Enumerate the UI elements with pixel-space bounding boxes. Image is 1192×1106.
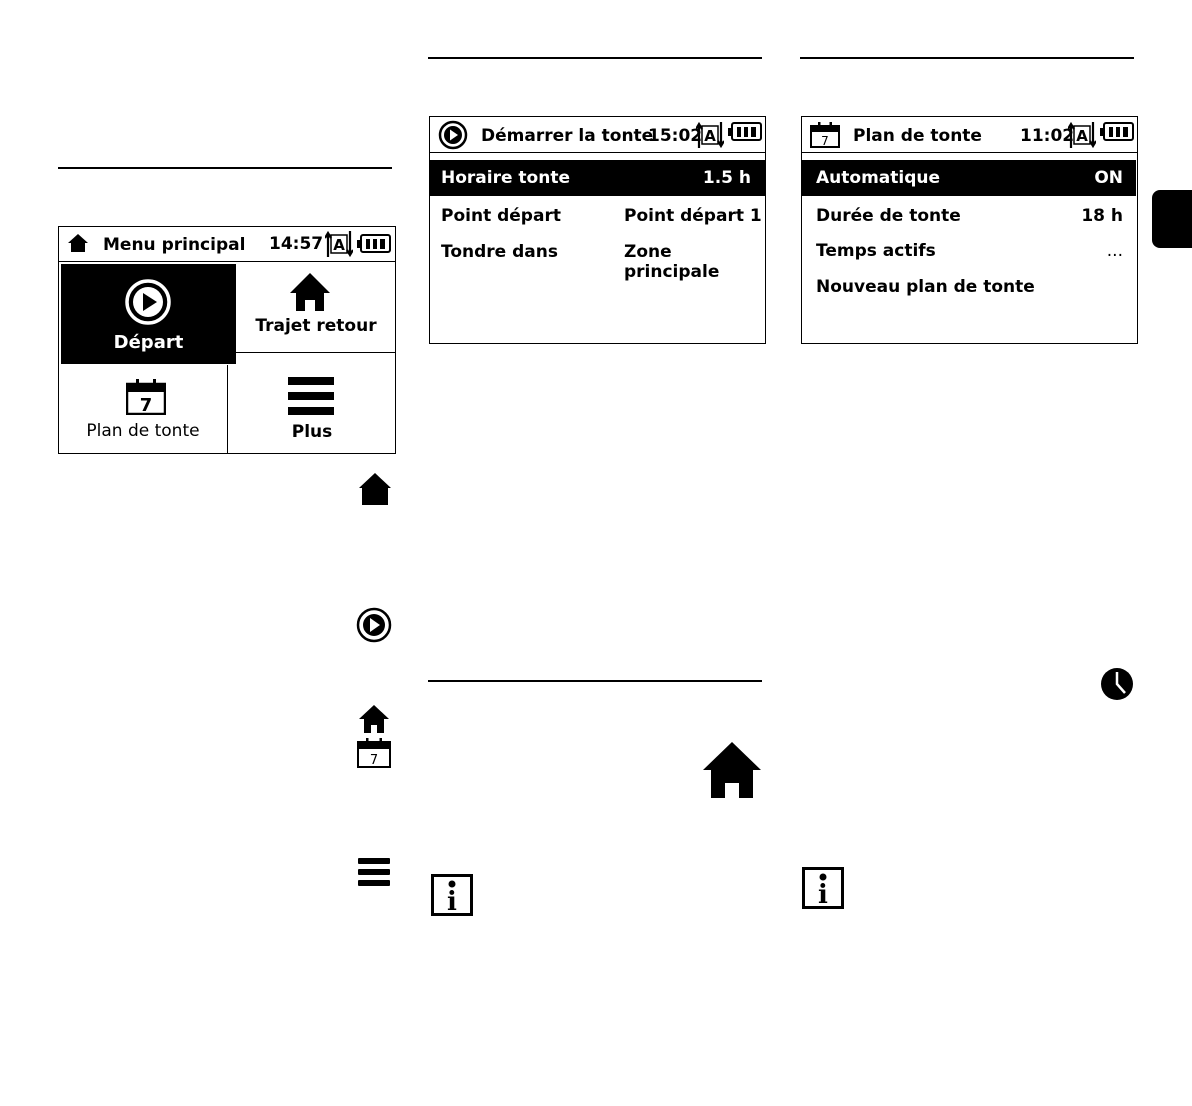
clock-readout: 11:02	[1020, 126, 1075, 146]
menu-row-automatic[interactable]	[802, 160, 1136, 196]
home-icon	[358, 472, 392, 506]
row-value: 18 h	[1081, 206, 1123, 226]
page-title: Plan de tonte	[853, 126, 982, 146]
calendar-icon	[810, 122, 840, 148]
info-letter: i	[818, 880, 828, 909]
page-title: Démarrer la tonte	[481, 126, 654, 146]
auto-mode-icon	[696, 121, 724, 149]
menu-icon	[288, 377, 334, 415]
auto-letter: A	[704, 127, 716, 145]
more-tile[interactable]	[228, 365, 396, 453]
home-icon	[358, 704, 390, 734]
battery-icon	[728, 122, 762, 142]
clock-readout: 15:02	[648, 126, 703, 146]
row-label: Point départ	[441, 206, 561, 226]
calendar-icon	[126, 379, 166, 415]
screen-header	[430, 117, 765, 153]
menu-icon	[358, 858, 390, 886]
row-value: ...	[1106, 241, 1123, 261]
play-icon	[356, 607, 392, 643]
menu-row-mow-zone[interactable]	[430, 234, 765, 282]
home-icon	[289, 272, 331, 312]
auto-mode-icon	[1068, 121, 1096, 149]
row-label: Horaire tonte	[441, 168, 570, 188]
auto-mode-icon	[325, 230, 353, 258]
auto-letter: A	[333, 236, 345, 254]
home-icon	[702, 741, 762, 799]
return-label: Trajet retour	[255, 316, 377, 336]
row-label: Automatique	[816, 168, 941, 188]
screen-header	[59, 227, 395, 262]
play-icon	[124, 278, 172, 326]
calendar-number: 7	[139, 395, 153, 415]
section-rule	[428, 57, 762, 59]
home-icon	[67, 233, 89, 253]
section-rule	[800, 57, 1134, 59]
row-value: ON	[1094, 168, 1123, 188]
battery-icon	[357, 234, 391, 254]
start-mowing-screen	[429, 116, 766, 344]
mowing-plan-screen	[801, 116, 1138, 344]
menu-row-new-plan[interactable]	[802, 269, 1137, 305]
page-title: Menu principal	[103, 235, 246, 255]
info-icon	[802, 867, 844, 909]
auto-letter: A	[1076, 127, 1088, 145]
row-value: Zone principale	[624, 242, 720, 282]
clock-readout: 14:57	[269, 234, 324, 254]
screen-header	[802, 117, 1137, 153]
play-icon	[438, 120, 468, 150]
section-rule	[58, 167, 392, 169]
battery-icon	[1100, 122, 1134, 142]
menu-row-mowing-duration[interactable]	[802, 198, 1137, 234]
info-letter: i	[447, 887, 457, 916]
schedule-tile[interactable]	[59, 365, 227, 453]
clock-icon	[1100, 667, 1134, 701]
more-label: Plus	[291, 422, 333, 442]
return-tile[interactable]	[236, 262, 396, 352]
chapter-tab	[1152, 190, 1192, 248]
calendar-number: 7	[369, 753, 379, 768]
menu-row-active-times[interactable]	[802, 233, 1137, 269]
schedule-label: Plan de tonte	[86, 421, 200, 441]
row-label: Nouveau plan de tonte	[816, 277, 1035, 297]
info-icon	[431, 874, 473, 916]
menu-row-start-point[interactable]	[430, 198, 765, 234]
section-rule	[428, 680, 762, 682]
row-value: 1.5 h	[702, 168, 751, 188]
row-value: Point départ 1	[624, 206, 762, 226]
menu-row-mowing-time[interactable]	[430, 160, 765, 196]
start-tile[interactable]	[61, 264, 236, 364]
tile-divider	[236, 352, 396, 353]
row-label: Temps actifs	[816, 241, 936, 261]
row-label: Durée de tonte	[816, 206, 961, 226]
calendar-icon	[357, 738, 391, 768]
row-label: Tondre dans	[441, 242, 558, 262]
start-label: Départ	[113, 332, 184, 353]
main-menu-screen	[58, 226, 396, 454]
calendar-number: 7	[821, 134, 829, 148]
